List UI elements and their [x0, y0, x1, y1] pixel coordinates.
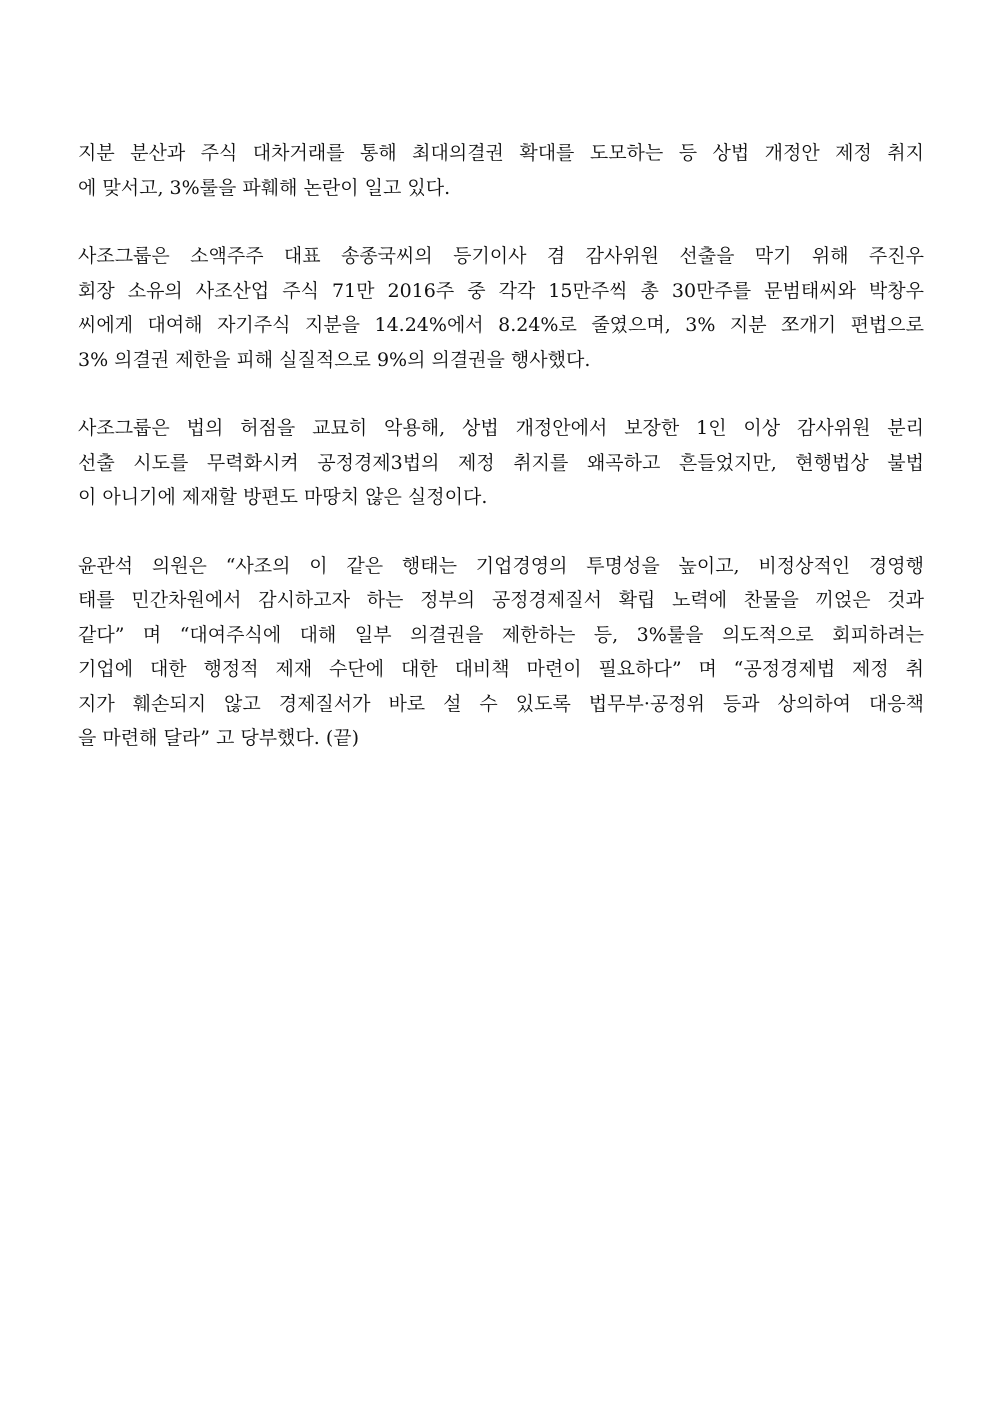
paragraph-3	[78, 411, 924, 515]
text-line: 3% 의결권 제한을 피해 실질적으로 9%의 의결권을 행사했다.	[78, 348, 591, 371]
text-line: 태를 민간차원에서 감시하고자 하는 정부의 공정경제질서 확립 노력에 찬물을 끼얹은 것과	[78, 589, 924, 611]
paragraph-1	[78, 136, 924, 205]
text-line: 선출 시도를 무력화시켜 공정경제3법의 제정 취지를 왜곡하고 흔들었지만, 현행법상 불법	[78, 451, 924, 474]
text-line: 사조그룹은 법의 허점을 교묘히 악용해, 상법 개정안에서 보장한 1인 이상 감사위원 분리	[78, 417, 924, 439]
document-body	[78, 136, 924, 790]
text-line: 회장 소유의 사조산업 주식 71만 2016주 중 각각 15만주씩 총 30만주를 문범태씨와 박창우	[78, 279, 924, 302]
text-line: 윤관석 의원은 “사조의 이 같은 행태는 기업경영의 투명성을 높이고, 비정상적인 경영행	[78, 554, 924, 577]
paragraph-2	[78, 239, 924, 377]
text-line: 같다” 며 “대여주식에 대해 일부 의결권을 제한하는 등, 3%룰을 의도적으로 회피하려는	[78, 623, 924, 646]
text-line: 기업에 대한 행정적 제재 수단에 대한 대비책 마련이 필요하다” 며 “공정경제법 제정 취	[78, 658, 924, 680]
text-line: 지가 훼손되지 않고 경제질서가 바로 설 수 있도록 법무부·공정위 등과 상의하여 대응책	[78, 692, 924, 715]
text-line: 지분 분산과 주식 대차거래를 통해 최대의결권 확대를 도모하는 등 상법 개정안 제정 취지	[78, 142, 924, 164]
paragraph-4	[78, 549, 924, 756]
text-line: 을 마련해 달라” 고 당부했다. (끝)	[78, 727, 360, 749]
text-line: 사조그룹은 소액주주 대표 송종국씨의 등기이사 겸 감사위원 선출을 막기 위해 주진우	[78, 245, 924, 267]
text-line: 이 아니기에 제재할 방편도 마땅치 않은 실정이다.	[78, 486, 488, 508]
text-line: 에 맞서고, 3%룰을 파훼해 논란이 일고 있다.	[78, 176, 451, 199]
text-line: 씨에게 대여해 자기주식 지분을 14.24%에서 8.24%로 줄였으며, 3% 지분 쪼개기 편법으로	[78, 314, 924, 336]
